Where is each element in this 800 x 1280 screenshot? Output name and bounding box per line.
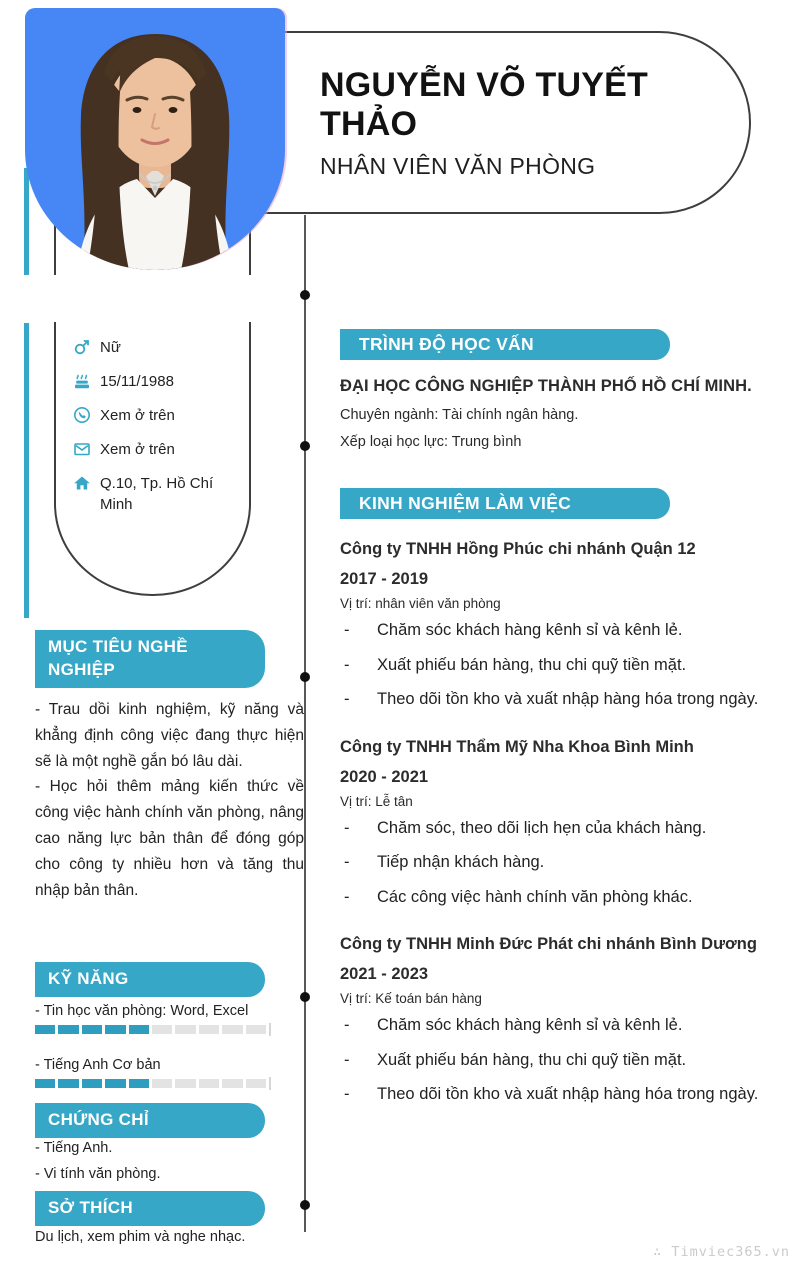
job-company: Công ty TNHH Minh Đức Phát chi nhánh Bình Dương xyxy=(340,935,757,953)
section-header-objective: MỤC TIÊU NGHỀ NGHIỆP xyxy=(35,630,265,688)
job-entry xyxy=(340,540,768,717)
photo-frame-left-line xyxy=(54,221,56,275)
contact-item-gender xyxy=(73,337,235,358)
duty-item xyxy=(340,613,768,648)
duty-item xyxy=(340,880,768,915)
job-duties xyxy=(340,613,768,717)
objective-paragraph: - Học hỏi thêm mảng kiến thức về công việc hành chính văn phòng, nâng cao năng lực bản thân để đóng góp cho công ty nhiều hơn và tăng thu nhập bản thân. xyxy=(35,778,304,899)
skill-bar-segment xyxy=(246,1025,266,1034)
timeline-line xyxy=(304,215,306,1232)
site-watermark: ∴ Timviec365.vn xyxy=(653,1244,790,1260)
timeline-dot xyxy=(300,441,310,451)
hobbies-text: Du lịch, xem phim và nghe nhạc. xyxy=(35,1229,246,1245)
portrait-illustration xyxy=(25,8,285,270)
skill-bar-segment xyxy=(129,1079,149,1088)
education-major: Chuyên ngành: Tài chính ngân hàng. xyxy=(340,407,579,423)
section-header-education: TRÌNH ĐỘ HỌC VẤN xyxy=(340,329,670,360)
main-column xyxy=(340,329,768,1112)
skill-bar-segment xyxy=(175,1079,195,1088)
duty-text: Các công việc hành chính văn phòng khác. xyxy=(377,887,693,906)
birthday-icon xyxy=(73,371,100,390)
contact-address-value: Q.10, Tp. Hồ Chí Minh xyxy=(100,475,214,513)
job-entry xyxy=(340,935,768,1112)
duty-item xyxy=(340,845,768,880)
skill-bar-segment xyxy=(152,1079,172,1088)
duty-item xyxy=(340,1077,768,1112)
skill-bar-segment xyxy=(58,1025,78,1034)
contact-gender-value: Nữ xyxy=(100,339,121,356)
bullet-marker: - xyxy=(344,1050,350,1069)
contact-item-birthday xyxy=(73,371,235,392)
page-title: NGUYỄN VÕ TUYẾT THẢO xyxy=(320,66,648,143)
skill-bar-segment xyxy=(246,1079,266,1088)
email-icon xyxy=(73,439,100,458)
accent-bar-photo xyxy=(24,168,29,275)
job-position: Vị trí: Kế toán bán hàng xyxy=(340,991,482,1006)
phone-icon xyxy=(73,405,100,424)
contact-item-phone xyxy=(73,405,235,426)
duty-text: Theo dõi tồn kho và xuất nhập hàng hóa trong ngày. xyxy=(377,1085,759,1103)
bullet-marker: - xyxy=(344,853,350,871)
skill-bar-segment xyxy=(35,1025,55,1034)
job-position: Vị trí: Lễ tân xyxy=(340,793,413,809)
job-period: 2017 - 2019 xyxy=(340,570,429,588)
job-company: Công ty TNHH Hồng Phúc chi nhánh Quận 12 xyxy=(340,540,696,558)
job-company: Công ty TNHH Thẩm Mỹ Nha Khoa Bình Minh xyxy=(340,737,694,756)
contact-birthday-value: 15/11/1988 xyxy=(100,373,174,390)
skill-bar xyxy=(35,1025,271,1034)
duty-item xyxy=(340,682,768,717)
accent-bar-contact xyxy=(24,323,29,618)
skill-bar-segment xyxy=(105,1079,125,1088)
section-header-certificates: CHỨNG CHỈ xyxy=(35,1103,265,1138)
skill-bar-segment xyxy=(199,1025,219,1034)
job-title: NHÂN VIÊN VĂN PHÒNG xyxy=(320,152,596,179)
certificate-item: - Tiếng Anh. xyxy=(35,1140,113,1156)
bullet-marker: - xyxy=(344,690,350,708)
section-header-hobbies: SỞ THÍCH xyxy=(35,1191,265,1226)
bullet-marker: - xyxy=(344,621,350,639)
job-duties xyxy=(340,1008,768,1112)
timeline-dot xyxy=(300,290,310,300)
objective-paragraph: - Trau dồi kinh nghiệm, kỹ năng và khẳng định công việc đang thực hiện sẽ là một nghề gắn bó lâu dài. xyxy=(35,701,304,770)
skill-label: - Tin học văn phòng: Word, Excel xyxy=(35,1003,249,1019)
job-duties xyxy=(340,811,768,915)
education-school: ĐẠI HỌC CÔNG NGHIỆP THÀNH PHỐ HỒ CHÍ MINH. xyxy=(340,377,752,395)
objective-text xyxy=(35,697,304,903)
skill-bar-segment xyxy=(82,1079,102,1088)
timeline-dot xyxy=(300,672,310,682)
skill-bar-segment xyxy=(35,1079,55,1088)
contact-item-email xyxy=(73,439,235,460)
duty-text: Chăm sóc, theo dõi lịch hẹn của khách hàng. xyxy=(377,818,707,837)
contact-item-address xyxy=(73,473,235,515)
skill-bar-segment xyxy=(58,1079,78,1088)
home-icon xyxy=(73,473,100,492)
duty-text: Tiếp nhận khách hàng. xyxy=(377,853,545,871)
skill-label: - Tiếng Anh Cơ bản xyxy=(35,1057,161,1073)
skill-bar-segment xyxy=(222,1025,242,1034)
skill-bar-segment xyxy=(105,1025,125,1034)
bullet-marker: - xyxy=(344,887,350,906)
bullet-marker: - xyxy=(344,818,350,837)
job-entry xyxy=(340,738,768,915)
duty-text: Theo dõi tồn kho và xuất nhập hàng hóa trong ngày. xyxy=(377,690,759,708)
timeline-dot xyxy=(300,992,310,1002)
contact-email-value: Xem ở trên xyxy=(100,441,175,458)
job-period: 2020 - 2021 xyxy=(340,767,429,786)
duty-text: Xuất phiếu bán hàng, thu chi quỹ tiền mặt. xyxy=(377,655,687,674)
bullet-marker: - xyxy=(344,655,350,674)
duty-item xyxy=(340,1008,768,1043)
skill-bar-segment xyxy=(199,1079,219,1088)
education-grade: Xếp loại học lực: Trung bình xyxy=(340,434,522,450)
duty-text: Chăm sóc khách hàng kênh sỉ và kênh lẻ. xyxy=(377,1016,683,1034)
profile-photo xyxy=(25,8,285,270)
skill-bar-segment xyxy=(175,1025,195,1034)
skill-bar-segment xyxy=(82,1025,102,1034)
duty-text: Xuất phiếu bán hàng, thu chi quỹ tiền mặt. xyxy=(377,1050,687,1069)
skill-bar-segment xyxy=(129,1025,149,1034)
skill-bar-segment xyxy=(152,1025,172,1034)
bullet-marker: - xyxy=(344,1016,350,1034)
gender-icon xyxy=(73,337,100,356)
duty-item xyxy=(340,648,768,683)
job-position: Vị trí: nhân viên văn phòng xyxy=(340,596,501,611)
job-period: 2021 - 2023 xyxy=(340,965,429,983)
skill-bar-segment xyxy=(222,1079,242,1088)
certificate-item: - Vi tính văn phòng. xyxy=(35,1166,161,1182)
duty-text: Chăm sóc khách hàng kênh sỉ và kênh lẻ. xyxy=(377,621,683,639)
duty-item xyxy=(340,1043,768,1078)
timeline-dot xyxy=(300,1200,310,1210)
header-name-block xyxy=(320,66,752,180)
contact-list xyxy=(73,337,235,528)
section-header-experience: KINH NGHIỆM LÀM VIỆC xyxy=(340,488,670,519)
bullet-marker: - xyxy=(344,1085,350,1103)
section-header-skills: KỸ NĂNG xyxy=(35,962,265,997)
skill-bar xyxy=(35,1079,271,1088)
duty-item xyxy=(340,811,768,846)
contact-phone-value: Xem ở trên xyxy=(100,407,175,424)
